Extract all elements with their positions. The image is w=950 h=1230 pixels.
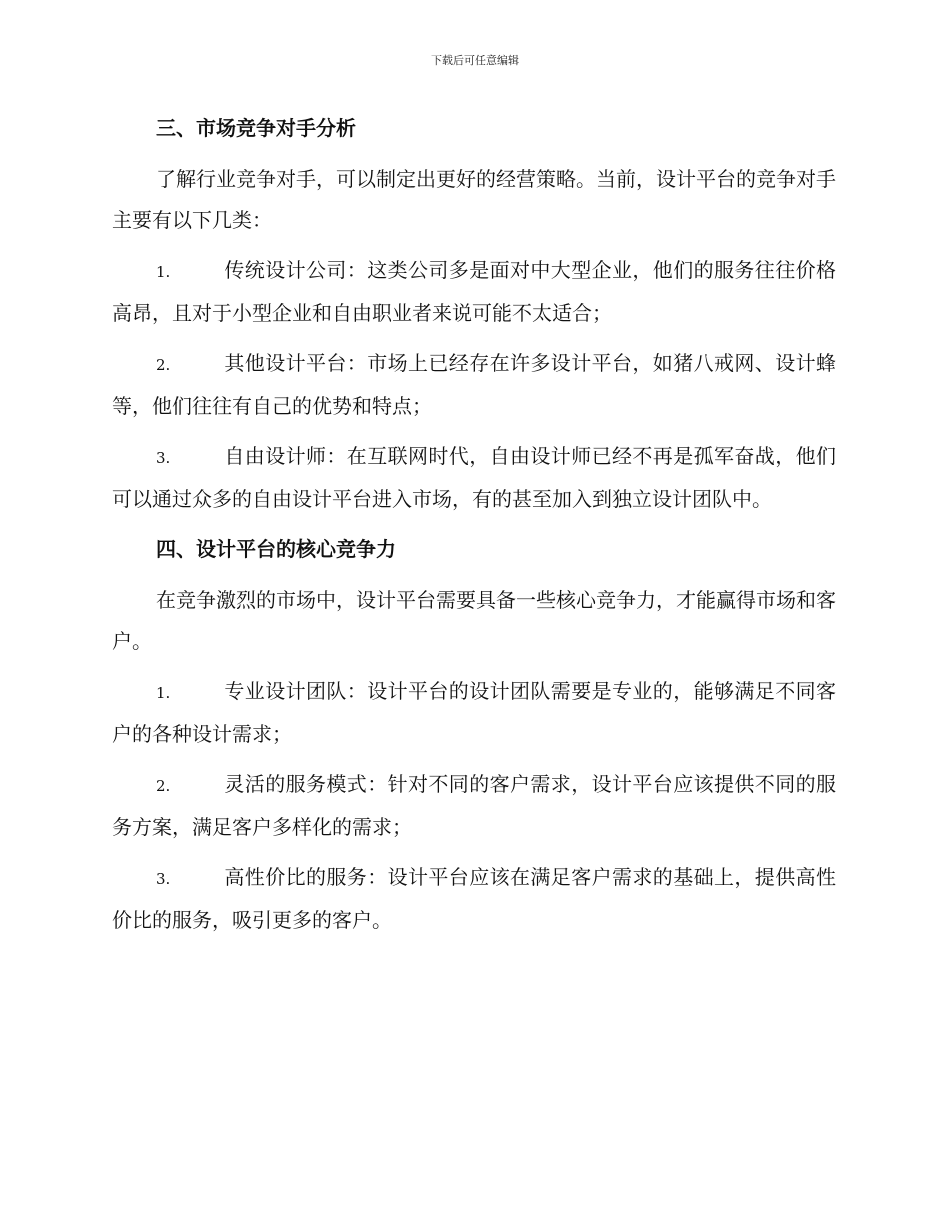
list-number: 2. [156,777,171,795]
list-item-text: 自由设计师：在互联网时代，自由设计师已经不再是孤军奋战，他们可以通过众多的自由设计平台进入市场，有的甚至加入到独立设计团队中。 [112,444,836,511]
list-item-text: 专业设计团队：设计平台的设计团队需要是专业的，能够满足不同客户的各种设计需求； [112,679,836,746]
list-item [112,250,836,334]
list-item-text: 其他设计平台：市场上已经存在许多设计平台，如猪八戒网、设计蜂等，他们往往有自己的优势和特点； [112,351,836,418]
list-number: 1. [156,684,171,702]
section-heading-competitors: 三、市场竞争对手分析 [156,116,356,140]
list-item-text: 高性价比的服务：设计平台应该在满足客户需求的基础上，提供高性价比的服务，吸引更多的客户。 [112,865,836,932]
section-intro-competitors: 了解行业竞争对手，可以制定出更好的经营策略。当前，设计平台的竞争对手主要有以下几类： [112,167,836,232]
list-item-text: 传统设计公司：这类公司多是面对中大型企业，他们的服务往往价格高昂，且对于小型企业和自由职业者来说可能不太适合； [112,258,836,325]
page-header: 下载后可任意编辑 [431,54,519,67]
list-number: 1. [156,263,171,281]
list-number: 2. [156,356,171,374]
section-intro-core-competence: 在竞争激烈的市场中，设计平台需要具备一些核心竞争力，才能赢得市场和客户。 [112,588,836,653]
section-heading-core-competence: 四、设计平台的核心竞争力 [156,537,396,561]
list-item-text: 灵活的服务模式：针对不同的客户需求，设计平台应该提供不同的服务方案，满足客户多样化的需求； [112,772,836,839]
list-item [112,343,836,427]
list-item [112,764,836,848]
document-body [112,108,836,950]
list-number: 3. [156,449,171,467]
list-item [112,436,836,520]
list-number: 3. [156,870,171,888]
list-item [112,857,836,941]
list-item [112,671,836,755]
